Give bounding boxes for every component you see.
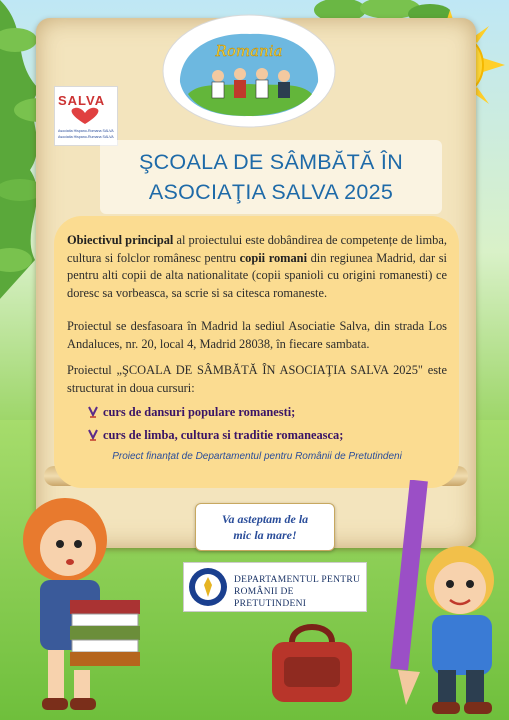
arrow-bullet-icon bbox=[87, 406, 99, 418]
page-title bbox=[100, 140, 442, 214]
school-bag-illustration bbox=[262, 612, 362, 712]
svg-text:Romania: Romania bbox=[215, 42, 283, 60]
salva-logo-sub2: Asociatia Hispano-Rumana SALVA bbox=[58, 135, 114, 139]
salva-logo-name: SALVA bbox=[58, 93, 106, 108]
salva-heart-icon bbox=[65, 107, 105, 125]
invitation-box bbox=[195, 503, 335, 551]
paragraph-structure: Proiectul „ŞCOALA DE SÂMBĂTĂ ÎN ASOCIAŢIA SALVA 2025" este structurat in doua cursuri: bbox=[67, 363, 447, 395]
salva-logo-sub1: Asociatia Hispano-Romana SALVA bbox=[58, 129, 114, 133]
government-line-2: ROMÂNII DE PRETUTINDENI bbox=[234, 587, 307, 609]
invitation-line-1: Va asteptam de la bbox=[221, 512, 309, 526]
girl-with-books-illustration bbox=[0, 480, 150, 720]
romania-map-badge bbox=[160, 12, 338, 130]
salva-logo bbox=[54, 86, 118, 146]
title-line-2: ASOCIAŢIA SALVA 2025 bbox=[148, 180, 394, 204]
boy-with-pencil-illustration bbox=[380, 480, 509, 720]
paragraph-location: Proiectul se desfasoara în Madrid la sediul Asociatie Salva, din strada Los Andaluces, nr. 20, local 4, Madrid 28038, în fiecare sambata. bbox=[67, 319, 447, 351]
government-emblem-icon bbox=[187, 566, 229, 608]
funding-note: Proiect finanțat de Departamentul pentru Românii de Pretutindeni bbox=[112, 451, 402, 462]
title-line-1: ŞCOALA DE SÂMBĂTĂ ÎN bbox=[138, 150, 404, 174]
paragraph-objective: Obiectivul principal al proiectului este dobândirea de competențe de limba, cultura si folclor românesc pentru copii romani din regiunea Madrid, dar si pentru alti copii de alta nationalitate (copii spanioli cu origini romanesti) ce doresc sa vorbeasca, sa scrie si sa citesca romaneste. bbox=[67, 233, 447, 300]
government-line-1: DEPARTAMENTUL PENTRU bbox=[234, 575, 361, 585]
arrow-bullet-icon bbox=[87, 429, 99, 441]
government-logo bbox=[183, 562, 367, 612]
invitation-line-2: mic la mare! bbox=[233, 528, 297, 542]
